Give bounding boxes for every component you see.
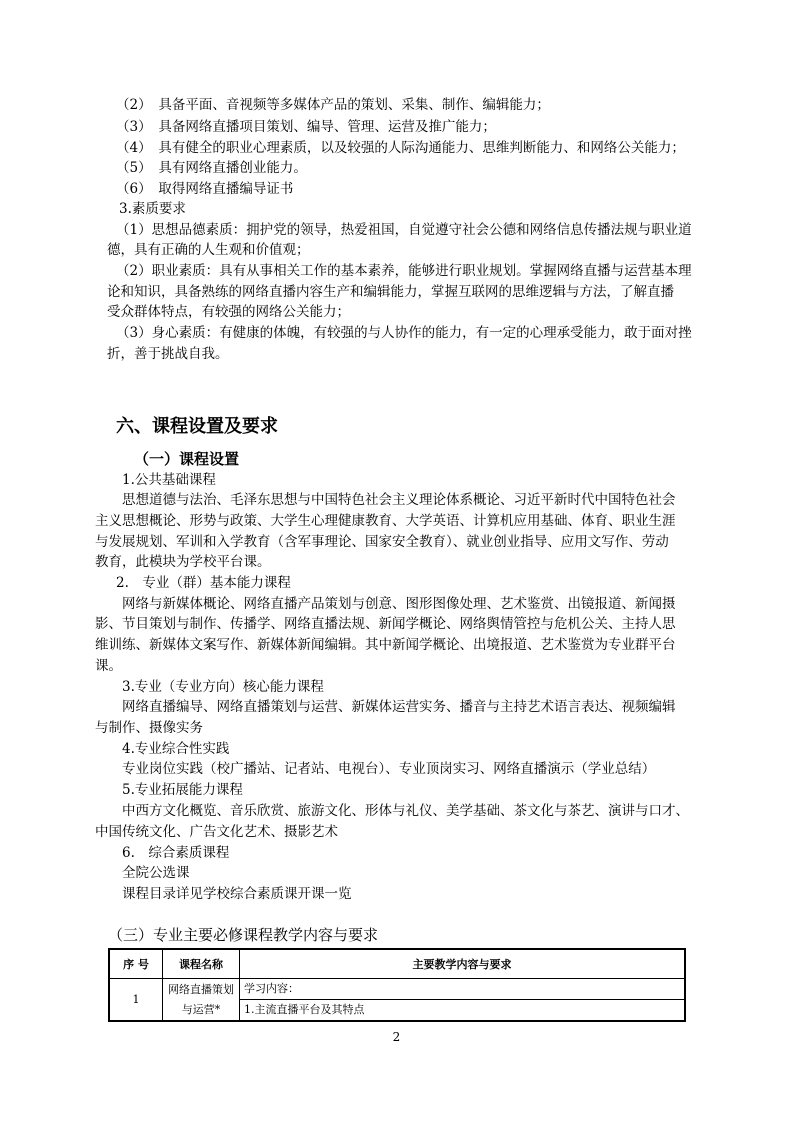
content-line: 学习内容： (244, 982, 299, 995)
row-number: 1 (109, 979, 163, 1022)
course-heading: 4.专业综合性实践 (122, 741, 230, 757)
table-row (109, 979, 685, 1022)
course-name: 网络直播策划与运营* (163, 979, 240, 1022)
quality-line: （2）职业素质：具有从事相关工作的基本素养，能够进行职业规划。掌握网络直播与运营基本理 (116, 263, 692, 279)
quality-line: （1）思想品德素质：拥护党的领导，热爱祖国，自觉遵守社会公德和网络信息传播法规与职业道 (116, 222, 692, 238)
ability-item: （4） 具有健全的职业心理素质，以及较强的人际沟通能力、思维判断能力、和网络公关能力； (116, 140, 685, 156)
course-line: 维训练、新媒体文案写作、新媒体新闻编辑。其中新闻学概论、出境报道、艺术鉴赏为专业群平台 (95, 637, 676, 653)
ability-item: （3） 具备网络直播项目策划、编导、管理、运营及推广能力； (116, 119, 496, 135)
course-line: 中西方文化概览、音乐欣赏、旅游文化、形体与礼仪、美学基础、茶文化与茶艺、演讲与口才、 (122, 803, 689, 819)
subsection-title: （三）专业主要必修课程教学内容与要求 (108, 926, 379, 944)
course-line: 思想道德与法治、毛泽东思想与中国特色社会主义理论体系概论、习近平新时代中国特色社会 (122, 492, 676, 508)
quality-line: 受众群体特点，有较强的网络公关能力； (107, 304, 350, 320)
course-heading: 3.专业（专业方向）核心能力课程 (122, 679, 324, 695)
course-content (240, 979, 686, 1022)
course-line: 教育，此模块为学校平台课。 (95, 554, 271, 570)
course-line: 课。 (95, 658, 122, 674)
table-header-row (109, 949, 685, 979)
quality-line: 折，善于挑战自我。 (107, 346, 229, 362)
course-heading: 1.公共基础课程 (122, 472, 216, 488)
quality-line: 德，具有正确的人生观和价值观； (107, 242, 310, 258)
ability-item: （5） 具有网络直播创业能力。 (116, 160, 307, 176)
course-heading: 6. 综合素质课程 (122, 845, 230, 861)
section-title: 六、课程设置及要求 (116, 416, 278, 437)
course-line: 全院公选课 (122, 865, 190, 881)
quality-line: （3）身心素质：有健康的体魄，有较强的与人协作的能力，有一定的心理承受能力，敢于面对挫 (116, 325, 692, 341)
content-line: 1.主流直播平台及其特点 (240, 999, 684, 1020)
page-number: 2 (392, 1030, 401, 1044)
ability-item: （2） 具备平面、音视频等多媒体产品的策划、采集、制作、编辑能力； (116, 97, 550, 113)
quality-line: 论和知识，具备熟练的网络直播内容生产和编辑能力，掌握互联网的思维逻辑与方法，了解直播 (107, 284, 674, 300)
course-line: 课程目录详见学校综合素质课开课一览 (122, 886, 352, 902)
course-line: 与发展规划、军训和入学教育（含军事理论、国家安全教育）、就业创业指导、应用文写作、劳动 (95, 534, 669, 550)
course-line: 网络直播编导、网络直播策划与运营、新媒体运营实务、播音与主持艺术语言表达、视频编辑 (122, 699, 676, 715)
column-header: 课程名称 (163, 949, 240, 979)
course-line: 专业岗位实践（校广播站、记者站、电视台）、专业顶岗实习、网络直播演示（学业总结） (122, 761, 656, 777)
subsection-title: （一）课程设置 (134, 450, 240, 468)
column-header: 序 号 (109, 949, 163, 979)
ability-item: （6） 取得网络直播编导证书 (116, 181, 294, 197)
quality-heading: 3.素质要求 (119, 201, 186, 217)
course-line: 中国传统文化、广告文化艺术、摄影艺术 (95, 824, 338, 840)
course-line: 与制作、摄像实务 (95, 720, 203, 736)
column-header: 主要教学内容与要求 (240, 949, 686, 979)
course-line: 网络与新媒体概论、网络直播产品策划与创意、图形图像处理、艺术鉴赏、出镜报道、新闻摄 (122, 596, 676, 612)
course-content-table (108, 948, 686, 1022)
course-line: 主义思想概论、形势与政策、大学生心理健康教育、大学英语、计算机应用基础、体育、职业生涯 (95, 513, 676, 529)
course-heading: 5.专业拓展能力课程 (122, 782, 243, 798)
course-line: 影、节目策划与制作、传播学、网络直播法规、新闻学概论、网络舆情管控与危机公关、主持人思 (95, 616, 676, 632)
course-heading: 2. 专业（群）基本能力课程 (116, 575, 291, 591)
